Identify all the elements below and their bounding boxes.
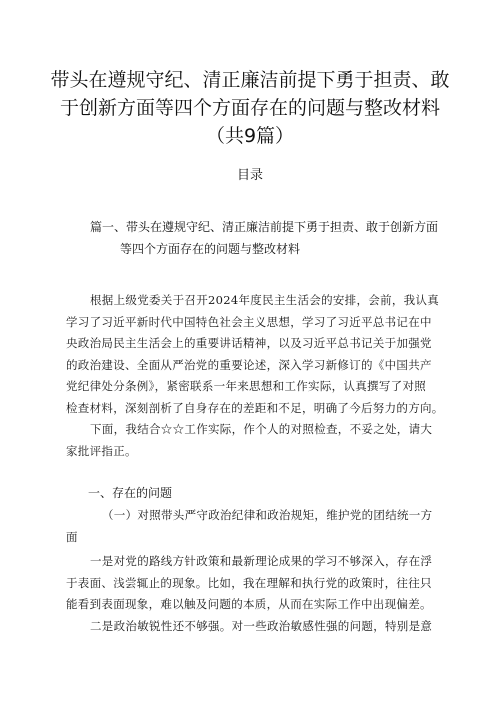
title-line-2: 于创新方面等四个方面存在的问题与整改材料: [59, 97, 440, 119]
toc-entry-line-1: 篇一、带头在遵规守纪、清正廉洁前提下勇于担责、敢于创新方面: [90, 220, 439, 234]
intro-p2-line: 下面，我结合☆☆工作实际，作个人的对照检查，不妥之处，请大: [90, 422, 433, 436]
document-title: [40, 66, 460, 150]
section-paragraph-1: [66, 551, 446, 637]
toc-entry-line-2: 等四个方面存在的问题与整改材料: [120, 242, 301, 256]
section-p1-line: 于表面、浅尝辄止的现象。比如，我在理解和执行党的政策时，往往只: [66, 575, 432, 590]
title-line-3: （共9篇）: [205, 125, 295, 147]
intro-p1-line: 根据上级党委关于召开2024年度民主生活会的安排，会前，我认真: [90, 293, 440, 307]
subsection-line: 面: [66, 529, 78, 544]
section-p1-line: 二是政治敏锐性还不够强。对一些政治敏感性强的问题，特别是意: [90, 618, 433, 633]
intro-p1-line: 党纪律处分条例》，紧密联系一年来思想和工作实际，认真撰写了对照: [66, 379, 427, 393]
section-heading: 一、存在的问题: [88, 486, 173, 500]
section-p1-line: 能看到表面现象，难以触及问题的本质，从而在实际工作中出现偏差。: [66, 597, 432, 611]
section-p1-line: 一是对党的路线方针政策和最新理论成果的学习不够深入，存在浮: [90, 554, 433, 568]
intro-paragraph-1: [66, 290, 446, 419]
intro-p2-line: 家批评指正。: [66, 443, 137, 458]
subsection-heading-1: [66, 505, 446, 548]
title-line-1: 带头在遵规守纪、清正廉洁前提下勇于担责、敢: [50, 69, 450, 91]
intro-p1-line: 检查材料，深刻剖析了自身存在的差距和不足，明确了今后努力的方向。: [66, 400, 444, 415]
intro-p1-line: 的政治建设、全面从严治党的重要论述，深入学习新修订的《中国共产: [66, 357, 432, 372]
intro-p1-line: 央政治局民主生活会上的重要讲话精神，以及习近平总书记关于加强党: [66, 336, 432, 350]
toc-entry-1[interactable]: [90, 216, 439, 260]
subsection-line: （一）对照带头严守政治纪律和政治规矩，维护党的团结统一方: [102, 508, 433, 522]
intro-p1-line: 学习了习近平新时代中国特色社会主义思想，学习了习近平总书记在中: [66, 314, 432, 329]
toc-heading: 目录: [236, 168, 263, 183]
intro-paragraph-2: [66, 419, 446, 462]
